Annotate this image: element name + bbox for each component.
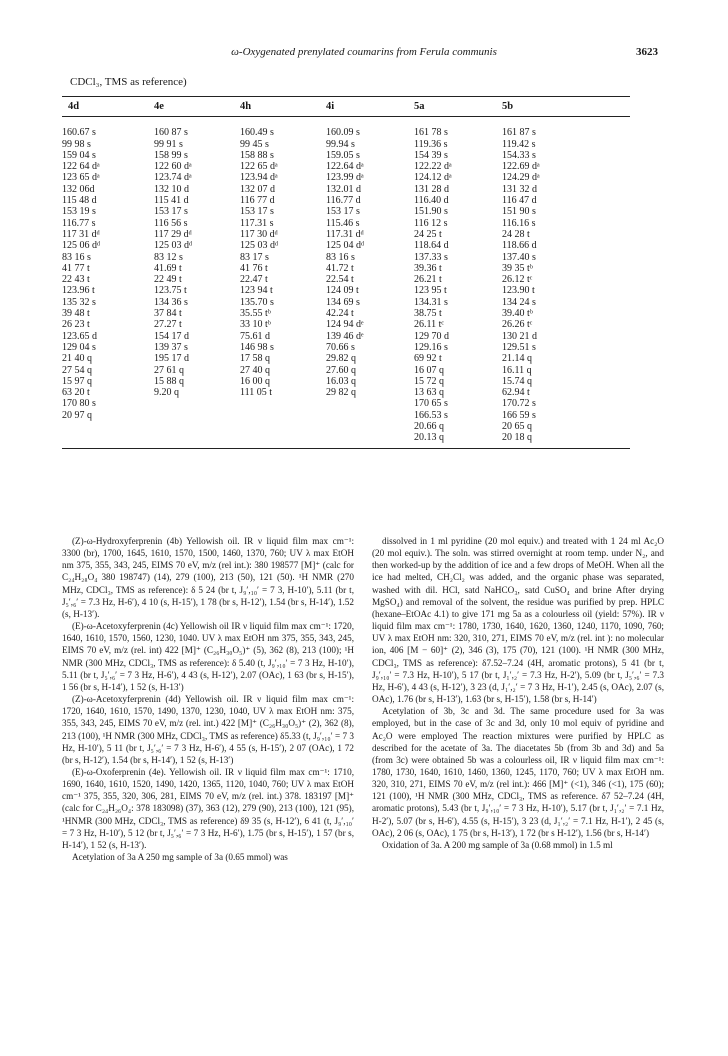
- table-row: [62, 263, 630, 274]
- table-cell: 20 18 q: [502, 432, 630, 448]
- table-cell: 26.26 tᶜ: [502, 319, 533, 331]
- table-cell: 122 65 dᵃ: [240, 161, 278, 173]
- table-cell: 153 19 s: [62, 206, 96, 218]
- table-row: [62, 252, 630, 263]
- table-cell: 16.11 q: [502, 364, 532, 376]
- table-cell: 116.77 s: [62, 217, 96, 229]
- table-cell: 129.51 s: [502, 341, 536, 353]
- table-cell: 21 40 q: [62, 353, 92, 365]
- table-cell: 20 97 q: [62, 409, 92, 421]
- table-cell: 116.77 d: [326, 195, 361, 207]
- table-cell: 83 12 s: [154, 251, 183, 263]
- table-row: [62, 308, 630, 319]
- table-cell: 154.33 s: [502, 149, 536, 161]
- table-row: [62, 319, 630, 330]
- table-cell: 99 45 s: [240, 138, 269, 150]
- table-cell: 151 90 s: [502, 206, 536, 218]
- table-cell: 39.36 t: [414, 262, 442, 274]
- table-cell: 17 58 q: [240, 353, 270, 365]
- table-cell: 117.31 s: [240, 217, 274, 229]
- table-row: [62, 240, 630, 251]
- table-cell: 125 03 dᵈ: [154, 240, 193, 252]
- table-cell: 115.46 s: [326, 217, 360, 229]
- table-cell: 132.01 d: [326, 183, 361, 195]
- table-cell: 154 17 d: [154, 330, 189, 342]
- table-cell: 153 17 s: [240, 206, 274, 218]
- table-row: [62, 376, 630, 387]
- table-cell: 129.16 s: [414, 341, 448, 353]
- table-cell: [154, 432, 240, 448]
- table-cell: [240, 410, 326, 421]
- table-row: [62, 353, 630, 364]
- table-cell: 130 21 d: [502, 330, 537, 342]
- running-title: ω-Oxygenated prenylated coumarins from Ferula communis: [231, 46, 497, 58]
- table-cell: 117 31 dᵈ: [62, 228, 100, 240]
- paragraph: (E)-ω-Acetoxyferprenin (4c) Yellowish oil IR ν liquid film max cm⁻¹: 1720, 1640, 1610, 1570, 1560, 1230, 1040. UV λ max EtOH nm 375, 355, 343, 245, EIMS 70 eV, m/z (rel. int) 422 [M]⁺ (C₂₆H₃₀O₅)⁺ (5), 362 (8), 213 (100); ¹H NMR (300 MHz, CDCl₃, TMS as reference): δ 5.40 (t, J₉′,₁₀′ = 7 3 Hz, H-10′), 5.11 (br t, J₅′,₆′ = 7 3 Hz, H-6′), 4 43 (s, H-12′), 2.07 (OAc), 1 63 (br s, H-15′), 1 56 (br s, H-14′), 1 52 (s, H-13′): [62, 621, 354, 692]
- table-cell: 123.96 t: [62, 285, 95, 297]
- table-cell: 38.75 t: [414, 308, 442, 320]
- paragraph: Oxidation of 3a. A 200 mg sample of 3a (0.68 mmol) in 1.5 ml: [382, 839, 613, 850]
- table-cell: 20.66 q: [414, 421, 444, 433]
- table-cell: 63 20 t: [62, 387, 90, 399]
- paragraph: Acetylation of 3b, 3c and 3d. The same procedure used for 3a was employed, but in the case of 3c and 3d, only 10 mol equiv of pyridine and Ac₂O were employed The reaction mixtures were purified by HPLC as described for the acetate of 3a. The diacetates 5b (from 3b and 3d) and 5a (from 3c) were obtained 5b was a colourless oil, IR ν liquid film max cm⁻¹: 1780, 1730, 1640, 1610, 1460, 1360, 1245, 1170, 760; UV λ max EtOH nm. 320, 310, 271, EIMS 70 eV, m/z (rel int.): 466 [M]⁺ (<1), 346 (<1), 175 (60); 121 (100), ¹H NMR (300 MHz, CDCl₃, TMS as reference. δ7 52–7.24 (4H, aromatic protons), 5.43 (br t, J₉′,₁₀′ = 7 3 Hz, H-10′), 5.17 (br t, J₁′,₂′ = 7.1 Hz, H-2′), 5.07 (br s, H-6′), 4.55 (s, H-15′), 3 23 (d, J₁′,₂′ = 7.1 Hz, H-1′), 2 45 (s, OAc), 2 06 (s, OAc), 1 75 (br s, H-13′), 1 72 (br s H-12′), 1.56 (br s, H-14′): [372, 706, 664, 838]
- column-header: 5a: [414, 97, 502, 117]
- table-cell: 122.64 dᵃ: [326, 161, 364, 173]
- table-cell: [326, 421, 414, 432]
- table-cell: 160.09 s: [326, 127, 360, 139]
- table-cell: 154 39 s: [414, 149, 448, 161]
- table-cell: 129 04 s: [62, 341, 96, 353]
- table-cell: [240, 432, 326, 448]
- table-cell: 122 64 dᵃ: [62, 161, 100, 173]
- table-cell: 41.69 t: [154, 262, 182, 274]
- table-cell: 123 94 t: [240, 285, 273, 297]
- table-cell: 123 65 dᵃ: [62, 172, 100, 184]
- table-cell: 29 82 q: [326, 387, 356, 399]
- table-cell: [62, 432, 154, 448]
- table-cell: 134 36 s: [154, 296, 188, 308]
- table-cell: 160.49 s: [240, 127, 274, 139]
- table-cell: 29.82 q: [326, 353, 356, 365]
- table-cell: 83 16 s: [326, 251, 355, 263]
- table-cell: 123.94 dᵃ: [240, 172, 278, 184]
- left-text-column: [62, 535, 354, 863]
- table-cell: 166.53 s: [414, 409, 448, 421]
- paragraph: (Z)-ω-Hydroxyferprenin (4b) Yellowish oil. IR ν liquid film max cm⁻¹: 3300 (br), 1700, 1645, 1610, 1570, 1500, 1460, 1370, 760; UV λ max EtOH nm 375, 355, 343, 245, EIMS 70 eV, m/z (rel int.): 380 198577 [M]⁺ (calc for C₂₄H₂₈O₄ 380 198747) (14), 279 (100), 213 (50), 121 (50). ¹H NMR (270 MHz, CDCl₃, TMS as reference): δ 5 24 (br t, J₉′,₁₀′ = 7 3, H-10′), 5.11 (br t, J₅′,₆′ = 7.3 Hz, H-6′), 4 10 (s, H-15′), 1 78 (br s, H-12′), 1.54 (br s, H-14′), 1.52 (s, H-13′).: [62, 536, 354, 619]
- table-row: [62, 206, 630, 217]
- table-cell: 153 17 s: [154, 206, 188, 218]
- table-cell: 116 56 s: [154, 217, 188, 229]
- table-cell: 134 69 s: [326, 296, 360, 308]
- table-cell: 117 29 dᵈ: [154, 228, 192, 240]
- table-cell: 119.36 s: [414, 138, 448, 150]
- table-cell: 132 07 d: [240, 183, 275, 195]
- table-cell: 159 04 s: [62, 149, 96, 161]
- table-cell: 22.47 t: [240, 274, 268, 286]
- table-cell: 117.31 dᵈ: [326, 228, 364, 240]
- table-cell: [326, 432, 414, 448]
- right-text-column: [372, 535, 664, 851]
- table-cell: [154, 421, 240, 432]
- table-cell: 35.55 tᵇ: [240, 308, 271, 320]
- table-row: [62, 184, 630, 195]
- column-header: 4e: [154, 97, 240, 117]
- table-cell: 122 60 dᵃ: [154, 161, 192, 173]
- table-cell: 27 61 q: [154, 364, 184, 376]
- table-row: [62, 139, 630, 150]
- table-cell: 195 17 d: [154, 353, 189, 365]
- table-cell: 26.11 tᶜ: [414, 319, 444, 331]
- paragraph: (E)-ω-Oxoferprenin (4e). Yellowish oil. IR ν liquid film max cm⁻¹: 1710, 1690, 1640, 1610, 1520, 1490, 1420, 1365, 1120, 1040, 760; UV λ max EtOH cm⁻¹ 375, 355, 320, 306, 281, EIMS 70 eV, m/z (rel. int.) 378. 183197 [M]⁺ (calc for C₂₄H₂₆O₄: 378 183098) (37), 363 (12), 279 (90), 213 (100), 121 (95), ¹HNMR (300 MHz, CDCl₃, TMS as reference) δ9 35 (s, H-12′), 6 41 (t, J₉′,₁₀′ = 7 3 Hz, H-10′), 5 12 (br t, J₅′,₆′ = 7 3 Hz, H-6′), 1.75 (br s, H-15′), 1 57 (br s, H-14′), 1 52 (s, H-13′).: [62, 766, 354, 850]
- column-header: 4h: [240, 97, 326, 117]
- paragraph: (Z)-ω-Acetoxyferprenin (4d) Yellowish oil. IR ν liquid film max cm⁻¹: 1720, 1640, 1610, 1570, 1490, 1370, 1230, 1040, UV λ max EtOH nm: 375, 355, 343, 245, EIMS 70 eV, m/z (rel. int.) 422 [M]⁺ (C₂₆H₃₀O₅)⁺ (2), 362 (8), 213 (100), ¹H NMR (300 MHz, CDCl₃, TMS as reference) δ5.33 (t, J₉′,₁₀′ = 7 3 Hz, H-10′), 5 11 (br t, J₅′,₆′ = 7 3 Hz, H-6′), 4 55 (s, H-15′), 2 07 (OAc), 1 72 (br s, H-12′), 1.54 (br s, H-14′), 1 52 (s, H-13′): [62, 694, 354, 765]
- table-cell: 151.90 s: [414, 206, 448, 218]
- table-cell: 134.31 s: [414, 296, 448, 308]
- table-cell: 27 54 q: [62, 364, 92, 376]
- table-cell: 20 65 q: [502, 421, 532, 433]
- table-cell: 83 17 s: [240, 251, 269, 263]
- table-cell: 99 98 s: [62, 138, 91, 150]
- table-cell: 16 00 q: [240, 375, 270, 387]
- table-row: [62, 150, 630, 161]
- table-cell: 153 17 s: [326, 206, 360, 218]
- table-cell: 124 09 t: [326, 285, 359, 297]
- paragraph: Acetylation of 3a A 250 mg sample of 3a (0.65 mmol) was: [72, 852, 288, 863]
- table-cell: 159.05 s: [326, 149, 360, 161]
- table-cell: 134 24 s: [502, 296, 536, 308]
- table-cell: 116.40 d: [414, 195, 449, 207]
- table-row: [62, 365, 630, 376]
- table-cell: 99 91 s: [154, 138, 183, 150]
- table-row: [62, 297, 630, 308]
- table-cell: 170 80 s: [62, 398, 96, 410]
- table-cell: 122.69 dᵃ: [502, 161, 540, 173]
- table-cell: 139 46 dᵉ: [326, 330, 364, 342]
- table-cell: [326, 410, 414, 421]
- table-cell: 123.74 dᵃ: [154, 172, 192, 184]
- table-cell: 27 40 q: [240, 364, 270, 376]
- table-cell: 13 63 q: [414, 387, 444, 399]
- table-row: [62, 410, 630, 421]
- table-row: [62, 117, 630, 139]
- table-cell: 83 16 s: [62, 251, 91, 263]
- table-cell: 131 28 d: [414, 183, 449, 195]
- table-cell: 122.22 dᵃ: [414, 161, 452, 173]
- table-cell: 62.94 t: [502, 387, 530, 399]
- table-cell: 26 23 t: [62, 319, 90, 331]
- table-cell: [326, 398, 414, 409]
- table-cell: 139 37 s: [154, 341, 188, 353]
- table-cell: 39 35 tᵇ: [502, 262, 533, 274]
- table-cell: 119.42 s: [502, 138, 536, 150]
- table-row: [62, 421, 630, 432]
- table-cell: [154, 398, 240, 409]
- table-cell: 123.99 dᵃ: [326, 172, 364, 184]
- table-cell: 26.12 tᶜ: [502, 274, 533, 286]
- table-cell: 116 47 d: [502, 195, 537, 207]
- table-cell: 132 10 d: [154, 183, 189, 195]
- table-cell: 37 84 t: [154, 308, 182, 320]
- table-cell: 137.40 s: [502, 251, 536, 263]
- table-cell: [240, 421, 326, 432]
- table-cell: 99.94 s: [326, 138, 355, 150]
- table-cell: 21.14 q: [502, 353, 532, 365]
- table-cell: 135.70 s: [240, 296, 274, 308]
- table-cell: 160 87 s: [154, 127, 188, 139]
- table-cell: 129 70 d: [414, 330, 449, 342]
- table-row: [62, 432, 630, 448]
- table-cell: 125 03 dᵈ: [240, 240, 279, 252]
- table-cell: [154, 410, 240, 421]
- table-cell: 22.54 t: [326, 274, 354, 286]
- paragraph: dissolved in 1 ml pyridine (20 mol equiv.) and treated with 1 24 ml Ac₂O (20 mol equiv.). The soln. was stirred overnight at room temp. under N₂, and then worked-up by the addition of ice and a few drops of MeOH. When all the ice had melted, CH₂Cl₂ was added, and the organic phase was separated, washed with dil. HCl, satd NaHCO₃, satd CuSO₄ and brine After drying MgSO₄) and removal of the solvent, the residue was purified by prep. HPLC (hexane–EtOAc 4.1) to give 171 mg 5a as a colourless oil (yield: 57%). IR ν liquid film max cm⁻¹: 1780, 1730, 1640, 1620, 1360, 1240, 1170, 1090, 760; UV λ max EtOH nm: 320, 310, 271, EIMS 70 eV, m/z (rel. int ): no molecular ion, 406 [M − 60]⁺ (2), 346 (3), 175 (70), 121 (100). ¹H NMR (300 MHz, CDCl₃, TMS as reference): δ7.52–7.24 (4H, aromatic protons), 5 41 (br t, J₉′,₁₀′ = 7.3 Hz, H-10′), 5 17 (br t, J₁′,₂′ = 7.3 Hz, H-2′), 5.09 (br t, J₅′,₆′ = 7.3 Hz, H-6′), 4 43 (s, H-12′), 3 23 (d, J₁′,₂′ = 7 3 Hz, H-1′), 2.45 (s, OAc), 2.07 (s, OAc), 1.76 (br s, H-13′), 1.63 (br s, H-15′), 1.58 (br s, H-14′): [372, 536, 664, 705]
- table-cell: 22 43 t: [62, 274, 90, 286]
- table-cell: 16.03 q: [326, 375, 356, 387]
- page-number: 3623: [636, 46, 658, 58]
- table-cell: 116 77 d: [240, 195, 275, 207]
- table-cell: 15.74 q: [502, 375, 532, 387]
- table-row: [62, 331, 630, 342]
- table-cell: 70.66 s: [326, 341, 355, 353]
- table-cell: 75.61 d: [240, 330, 270, 342]
- table-cell: 131 32 d: [502, 183, 537, 195]
- table-cell: 20.13 q: [414, 432, 502, 448]
- table-cell: 15 97 q: [62, 375, 92, 387]
- column-header: 4i: [326, 97, 414, 117]
- table-cell: 135 32 s: [62, 296, 96, 308]
- table-cell: 115 48 d: [62, 195, 97, 207]
- table-cell: 124.12 dᵃ: [414, 172, 452, 184]
- table-row: [62, 161, 630, 172]
- table-row: [62, 398, 630, 409]
- table-cell: [62, 421, 154, 432]
- table-cell: 124 94 dᵉ: [326, 319, 364, 331]
- table-cell: 160.67 s: [62, 127, 96, 139]
- table-row: [62, 218, 630, 229]
- table-cell: 117 30 dᵈ: [240, 228, 278, 240]
- table-cell: 41 77 t: [62, 262, 90, 274]
- table-header-row: [62, 97, 630, 117]
- table-cell: 123.90 t: [502, 285, 535, 297]
- table-row: [62, 387, 630, 398]
- table-cell: 42.24 t: [326, 308, 354, 320]
- table-row: [62, 342, 630, 353]
- table-cell: 33 10 tᵇ: [240, 319, 271, 331]
- column-header: 5b: [502, 97, 630, 117]
- table-row: [62, 229, 630, 240]
- table-cell: 118.64 d: [414, 240, 449, 252]
- table-cell: 158 88 s: [240, 149, 274, 161]
- table-cell: 69 92 t: [414, 353, 442, 365]
- table-row: [62, 195, 630, 206]
- table-cell: 116 12 s: [414, 217, 448, 229]
- table-cell: 39 48 t: [62, 308, 90, 320]
- table-cell: 146 98 s: [240, 341, 274, 353]
- table-cell: 22 49 t: [154, 274, 182, 286]
- table-cell: 123 95 t: [414, 285, 447, 297]
- table-cell: 125 06 dᵈ: [62, 240, 101, 252]
- table-cell: 158 99 s: [154, 149, 188, 161]
- table-row: [62, 285, 630, 296]
- table-cell: 24 28 t: [502, 228, 530, 240]
- table-cell: 41.72 t: [326, 262, 354, 274]
- table-cell: 166 59 s: [502, 409, 536, 421]
- table-cell: 115 41 d: [154, 195, 189, 207]
- table-cell: 123.75 t: [154, 285, 187, 297]
- table-cell: 41 76 t: [240, 262, 268, 274]
- table-body: [62, 117, 630, 448]
- table-cell: 132 06d: [62, 183, 95, 195]
- table-cell: 9.20 q: [154, 387, 179, 399]
- table-row: [62, 172, 630, 183]
- table-cell: 39.40 tᵇ: [502, 308, 533, 320]
- table-cell: 118.66 d: [502, 240, 537, 252]
- table-cell: 125 04 dᵈ: [326, 240, 365, 252]
- table-cell: 161 87 s: [502, 127, 536, 139]
- table-row: [62, 274, 630, 285]
- table-caption: CDCl₃, TMS as reference): [70, 76, 187, 88]
- table-cell: 16 07 q: [414, 364, 444, 376]
- table-cell: 137.33 s: [414, 251, 448, 263]
- table-cell: 124.29 dᵃ: [502, 172, 540, 184]
- nmr-table: [62, 96, 630, 449]
- table-cell: 15 72 q: [414, 375, 444, 387]
- table-cell: 170 65 s: [414, 398, 448, 410]
- table-cell: [240, 398, 326, 409]
- table-cell: 111 05 t: [240, 387, 273, 399]
- table-cell: 24 25 t: [414, 228, 442, 240]
- table-cell: 26.21 t: [414, 274, 442, 286]
- table-cell: 15 88 q: [154, 375, 184, 387]
- table-cell: 170.72 s: [502, 398, 536, 410]
- table-cell: 27.60 q: [326, 364, 356, 376]
- table-cell: 123.65 d: [62, 330, 97, 342]
- column-header: 4d: [62, 97, 154, 117]
- table-cell: 116.16 s: [502, 217, 536, 229]
- table-cell: 161 78 s: [414, 127, 448, 139]
- table-cell: 27.27 t: [154, 319, 182, 331]
